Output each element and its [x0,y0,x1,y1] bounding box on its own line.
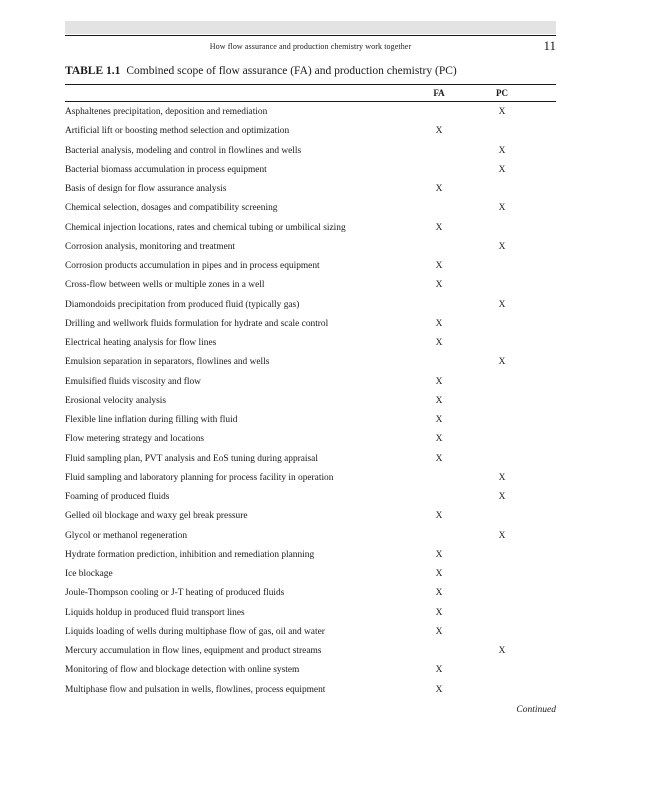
fa-mark: X [435,395,443,406]
table-row [65,488,556,507]
row-label: Hydrate formation prediction, inhibition and remediation planning [65,549,315,560]
table-row [65,103,556,122]
row-label: Liquids holdup in produced fluid transport lines [65,607,245,618]
row-label: Bacterial biomass accumulation in process equipment [65,164,267,175]
row-label: Erosional velocity analysis [65,395,167,406]
table-row [65,604,556,623]
table-row [65,257,556,276]
row-label: Multiphase flow and pulsation in wells, flowlines, process equipment [65,684,326,695]
row-label: Asphaltenes precipitation, deposition and remediation [65,107,268,117]
row-label: Monitoring of flow and blockage detection with online system [65,665,300,676]
fa-mark: X [435,549,443,560]
fa-mark: X [435,126,443,137]
fa-mark: X [435,184,443,194]
column-header-fa: FA [433,88,445,98]
table-label: TABLE 1.1 [65,65,121,77]
table-body [65,103,556,700]
continued-note: Continued [516,705,556,715]
table-top-rule [65,84,556,85]
row-label: Emulsion separation in separators, flowlines and wells [65,357,270,368]
fa-mark: X [435,280,443,291]
column-header-pc: PC [496,88,508,98]
table-row [65,276,556,295]
row-label: Corrosion analysis, monitoring and treatment [65,241,236,252]
table-row [65,565,556,584]
table-row [65,584,556,603]
pc-mark: X [498,145,506,156]
table-row [65,661,556,680]
table-caption-text: Combined scope of flow assurance (FA) and production chemistry (PC) [126,65,457,77]
table-row [65,546,556,565]
table-row [65,296,556,315]
fa-mark: X [435,607,443,618]
fa-mark: X [435,261,443,271]
row-label: Glycol or methanol regeneration [65,530,188,541]
table-row [65,681,556,700]
row-label: Bacterial analysis, modeling and control in flowlines and wells [65,145,302,156]
table-row [65,315,556,334]
table-row [65,142,556,161]
fa-mark: X [435,222,443,233]
row-label: Basis of design for flow assurance analysis [65,184,227,194]
table-row [65,373,556,392]
row-label: Flow metering strategy and locations [65,434,205,445]
table-row [65,392,556,411]
row-label: Diamondoids precipitation from produced fluid (typically gas) [65,299,300,310]
row-label: Fluid sampling and laboratory planning for process facility in operation [65,472,334,483]
table-row [65,122,556,141]
row-label: Ice blockage [65,569,113,579]
fa-mark: X [435,415,443,425]
pc-mark: X [498,241,506,252]
row-label: Gelled oil blockage and waxy gel break pressure [65,511,248,522]
table-row [65,180,556,199]
pc-mark: X [498,492,506,502]
table-header-rule [65,101,556,102]
row-label: Mercury accumulation in flow lines, equipment and product streams [65,646,322,656]
fa-mark: X [435,338,443,348]
row-label: Corrosion products accumulation in pipes and in process equipment [65,261,320,271]
page-header-band [65,21,556,34]
fa-mark: X [435,434,443,445]
table-caption [65,65,457,77]
pc-mark: X [498,357,506,368]
table-row [65,199,556,218]
row-label: Fluid sampling plan, PVT analysis and EoS tuning during appraisal [65,453,318,464]
pc-mark: X [498,472,506,483]
pc-mark: X [498,530,506,541]
fa-mark: X [435,684,443,695]
running-head: How flow assurance and production chemistry work together [209,42,412,51]
table-row [65,623,556,642]
table-row [65,430,556,449]
fa-mark: X [435,588,443,599]
row-label: Chemical selection, dosages and compatibility screening [65,203,278,214]
table-row [65,642,556,661]
pc-mark: X [498,299,506,310]
row-label: Cross-flow between wells or multiple zones in a well [65,280,265,291]
table-row [65,353,556,372]
table-row [65,219,556,238]
row-label: Joule-Thompson cooling or J-T heating of produced fluids [65,588,285,599]
row-label: Artificial lift or boosting method selection and optimization [65,126,290,137]
table-row [65,450,556,469]
pc-mark: X [498,203,506,214]
row-label: Flexible line inflation during filling with fluid [65,415,238,425]
table-row [65,507,556,526]
fa-mark: X [435,318,443,329]
row-label: Liquids loading of wells during multiphase flow of gas, oil and water [65,626,325,637]
pc-mark: X [498,164,506,175]
page-number: 11 [543,38,556,53]
fa-mark: X [435,376,443,387]
table-row [65,527,556,546]
table-row [65,238,556,257]
row-label: Electrical heating analysis for flow lines [65,338,217,348]
pc-mark: X [498,107,506,117]
pc-mark: X [498,646,506,656]
row-label: Foaming of produced fluids [65,492,170,502]
fa-mark: X [435,511,443,522]
fa-mark: X [435,453,443,464]
table-row [65,334,556,353]
row-label: Chemical injection locations, rates and chemical tubing or umbilical sizing [65,222,346,233]
fa-mark: X [435,665,443,676]
table-row [65,469,556,488]
row-label: Emulsified fluids viscosity and flow [65,376,201,387]
row-label: Drilling and wellwork fluids formulation for hydrate and scale control [65,318,329,329]
header-rule [65,35,556,36]
table-row [65,411,556,430]
table-row [65,161,556,180]
fa-mark: X [435,569,443,579]
fa-mark: X [435,626,443,637]
